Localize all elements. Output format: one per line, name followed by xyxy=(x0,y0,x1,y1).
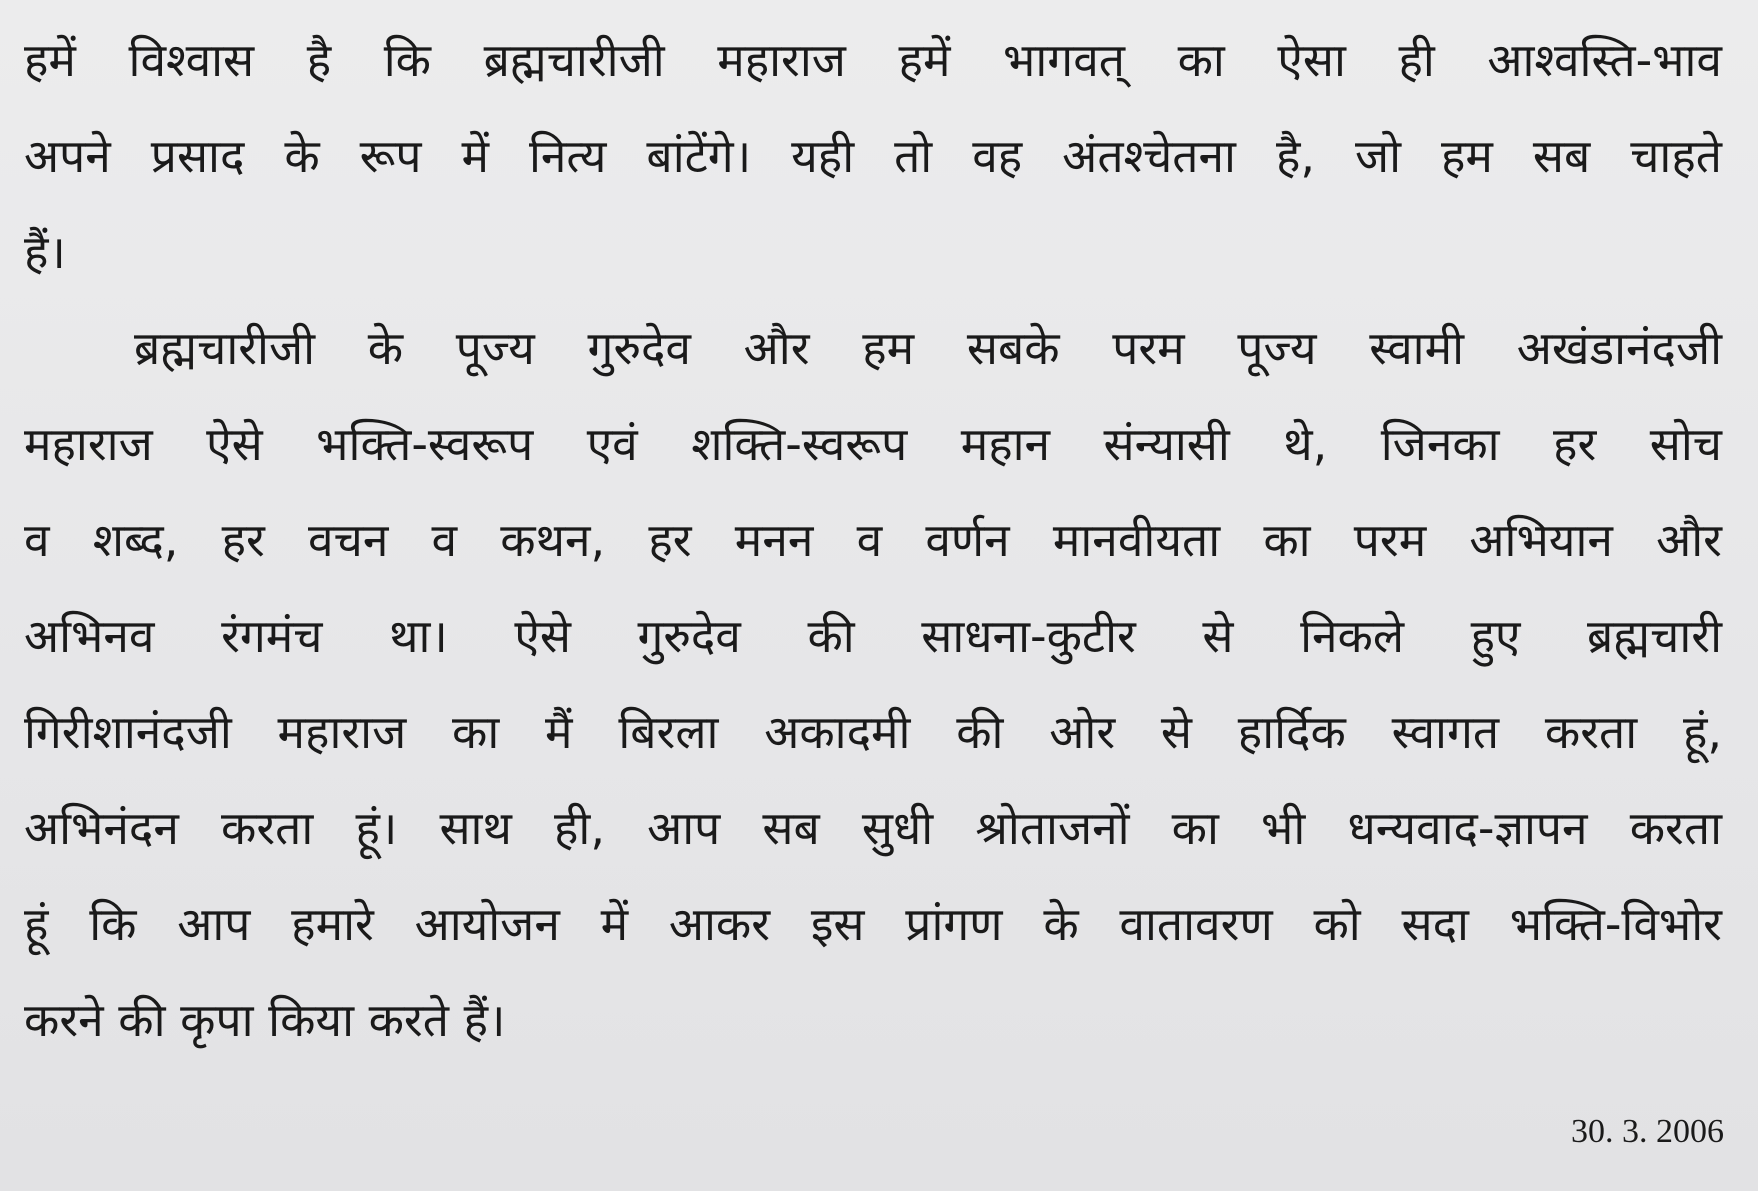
body-text xyxy=(24,12,1722,1068)
text-line: अभिनंदन करता हूं। साथ ही, आप सब सुधी श्रोताजनों का भी धन्यवाद-ज्ञापन करता xyxy=(24,801,1722,855)
text-line: अपने प्रसाद के रूप में नित्य बांटेंगे। यही तो वह अंतश्चेतना है, जो हम सब चाहते xyxy=(24,129,1722,183)
text-line: गिरीशानंदजी महाराज का मैं बिरला अकादमी की ओर से हार्दिक स्वागत करता हूं, xyxy=(24,705,1722,759)
text-line: हैं। xyxy=(24,225,66,279)
date-stamp: 30. 3. 2006 xyxy=(1571,1113,1724,1150)
text-line: हमें विश्वास है कि ब्रह्मचारीजी महाराज हमें भागवत् का ऐसा ही आश्वस्ति-भाव xyxy=(24,33,1722,87)
text-line: हूं कि आप हमारे आयोजन में आकर इस प्रांगण के वातावरण को सदा भक्ति-विभोर xyxy=(24,897,1722,951)
text-line: व शब्द, हर वचन व कथन, हर मनन व वर्णन मानवीयता का परम अभियान और xyxy=(24,513,1722,567)
paragraph-1 xyxy=(24,12,1722,300)
paragraph-2 xyxy=(24,300,1722,1068)
text-line: महाराज ऐसे भक्ति-स्वरूप एवं शक्ति-स्वरूप महान संन्यासी थे, जिनका हर सोच xyxy=(24,417,1722,471)
text-line: ब्रह्मचारीजी के पूज्य गुरुदेव और हम सबके परम पूज्य स्वामी अखंडानंदजी xyxy=(134,321,1722,375)
text-line: करने की कृपा किया करते हैं। xyxy=(24,993,506,1047)
text-line: अभिनव रंगमंच था। ऐसे गुरुदेव की साधना-कुटीर से निकले हुए ब्रह्मचारी xyxy=(24,609,1722,663)
